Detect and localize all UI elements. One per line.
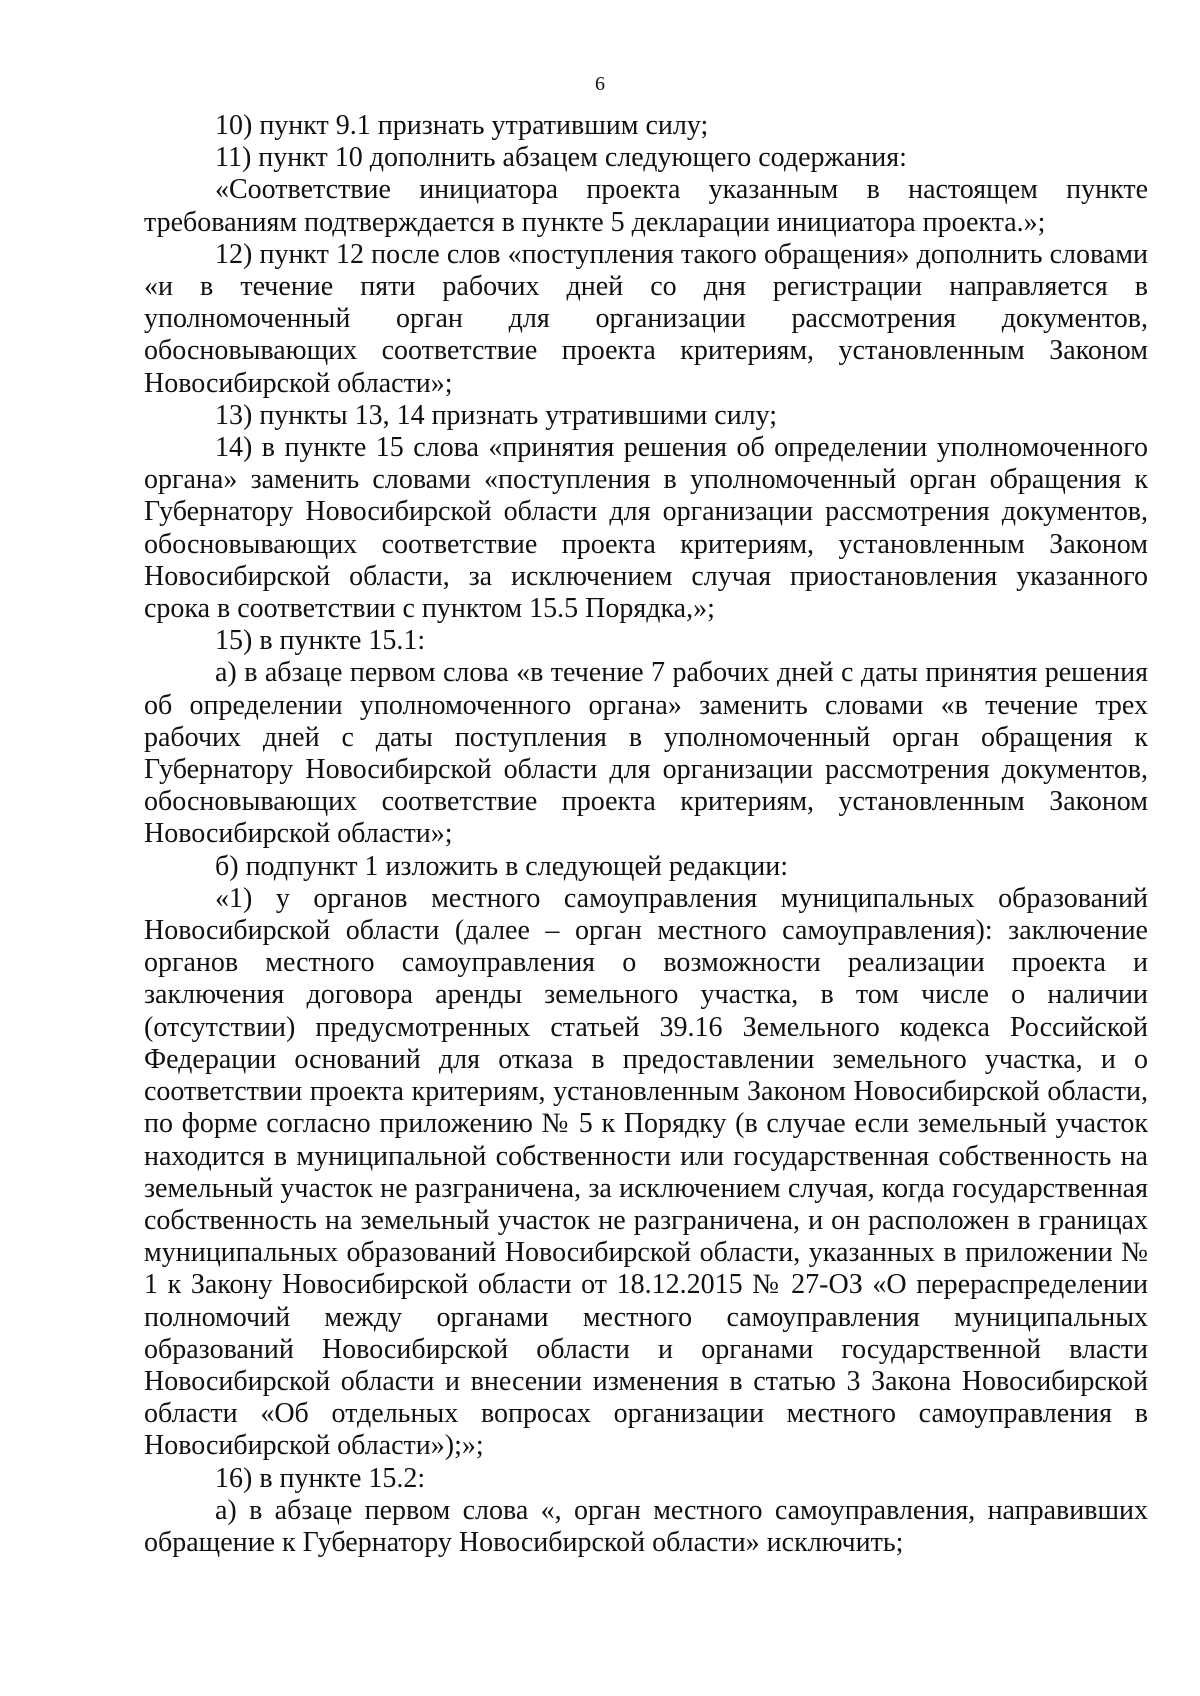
- document-body: [144, 110, 1148, 1559]
- paragraph-item-11: 11) пункт 10 дополнить абзацем следующего содержания:: [215, 142, 907, 174]
- paragraph-item-12: 12) пункт 12 после слов «поступления такого обращения» дополнить словами «и в течение пяти рабочих дней со дня регистрации направляется в уполномоченный орган для организации рассмотрения документов, обосновывающих соответствие проекта критериям, установленным Законом Новосибирской области»;: [144, 238, 1148, 399]
- paragraph-item-15-a: а) в абзаце первом слова «в течение 7 рабочих дней с даты принятия решения об определении уполномоченного органа» заменить словами «в течение трех рабочих дней с даты поступления в уполномоченный орган обращения к Губернатору Новосибирской области для организации рассмотрения документов, обосновывающих соответствие проекта критериям, установленным Законом Новосибирской области»;: [144, 657, 1148, 850]
- paragraph-item-15-b-quote: «1) у органов местного самоуправления муниципальных образований Новосибирской области (далее – орган местного самоуправления): заключение органов местного самоуправления о возможности реализации проекта и заключения договора аренды земельного участка, в том числе о наличии (отсутствии) предусмотренных статьей 39.16 Земельного кодекса Российской Федерации оснований для отказа в предоставлении земельного участка, и о соответствии проекта критериям, установленным Законом Новосибирской области, по форме согласно приложению № 5 к Порядку (в случае если земельный участок находится в муниципальной собственности или государственная собственность на земельный участок не разграничена, за исключением случая, когда государственная собственность на земельный участок не разграничена, и он расположен в границах муниципальных образований Новосибирской области, указанных в приложении № 1 к Закону Новосибирской области от 18.12.2015 № 27-ОЗ «О перераспределении полномочий между органами местного самоуправления муниципальных образований Новосибирской области и органами государственной власти Новосибирской области и внесении изменения в статью 3 Закона Новосибирской области «Об отдельных вопросах организации местного самоуправления в Новосибирской области»);»;: [144, 882, 1148, 1462]
- paragraph-item-16-a: а) в абзаце первом слова «, орган местного самоуправления, направивших обращение к Губернатору Новосибирской области» исключить;: [144, 1494, 1148, 1558]
- paragraph-item-15-b: б) подпункт 1 изложить в следующей редакции:: [215, 850, 788, 882]
- paragraph-item-15: 15) в пункте 15.1:: [215, 625, 426, 657]
- paragraph-item-14: 14) в пункте 15 слова «принятия решения об определении уполномоченного органа» заменить словами «поступления в уполномоченный орган обращения к Губернатору Новосибирской области для организации рассмотрения документов, обосновывающих соответствие проекта критериям, установленным Законом Новосибирской области, за исключением случая приостановления указанного срока в соответствии с пунктом 15.5 Порядка,»;: [144, 432, 1148, 625]
- paragraph-item-10: 10) пункт 9.1 признать утратившим силу;: [215, 110, 709, 141]
- paragraph-item-16: 16) в пункте 15.2:: [215, 1462, 426, 1494]
- paragraph-item-11-quote: «Соответствие инициатора проекта указанным в настоящем пункте требованиям подтверждается в пункте 5 декларации инициатора проекта.»;: [144, 174, 1148, 238]
- page-number: 6: [595, 73, 605, 95]
- paragraph-item-13: 13) пункты 13, 14 признать утратившими силу;: [215, 399, 778, 431]
